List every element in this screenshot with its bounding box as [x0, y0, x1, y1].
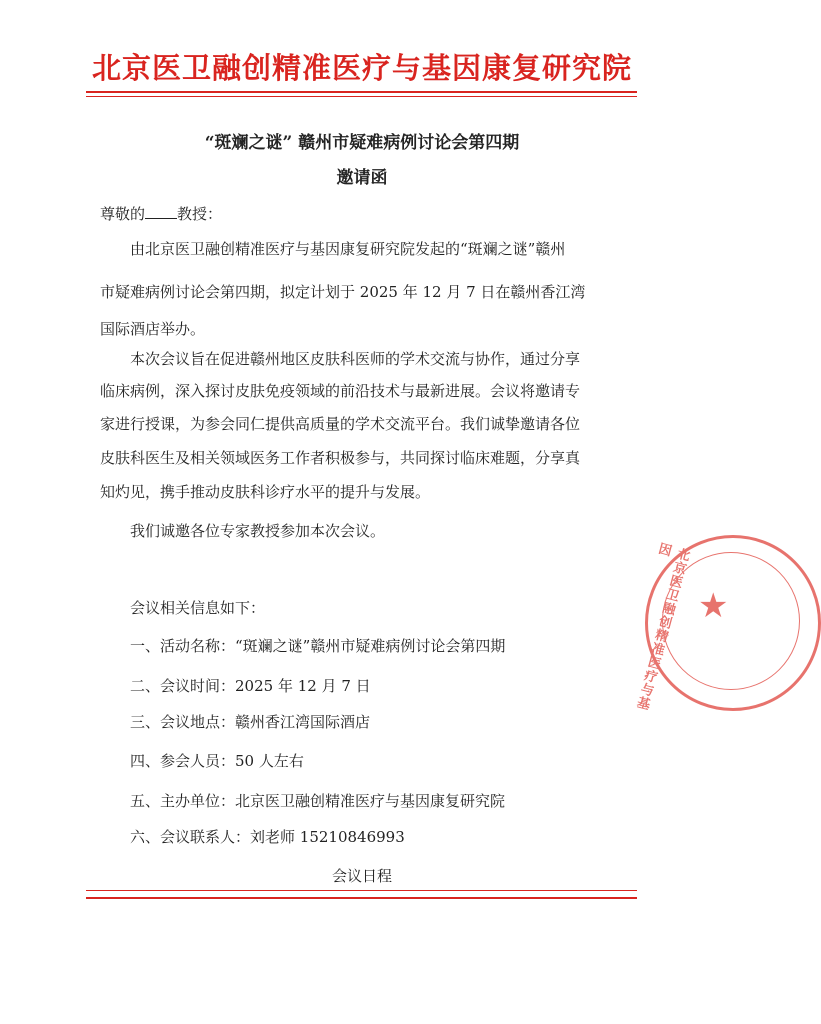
para2-line3: 家进行授课，为参会同仁提供高质量的学术交流平台。我们诚挚邀请各位 [100, 415, 581, 433]
institute-letterhead: 北京医卫融创精准医疗与基因康复研究院 [91, 51, 632, 85]
event-title: “斑斓之谜” 赣州市疑难病例讨论会第四期 [204, 133, 520, 153]
para1-line1: 由北京医卫融创精准医疗与基因康复研究院发起的“斑斓之谜”赣州 [100, 240, 566, 258]
info-heading: 会议相关信息如下： [100, 599, 266, 617]
info-item-1: 一、活动名称：“斑斓之谜”赣州市疑难病例讨论会第四期 [100, 637, 506, 655]
seal-star-icon: ★ [698, 586, 729, 626]
official-seal [632, 535, 821, 712]
info-item-3: 三、会议地点：赣州香江湾国际酒店 [100, 713, 371, 731]
schedule-heading: 会议日程 [331, 867, 392, 885]
para1-line3: 国际酒店举办。 [100, 320, 206, 338]
header-rule-thin [86, 96, 637, 97]
footer-rule-thick [86, 897, 637, 899]
header-rule-thick [86, 91, 637, 93]
info-item-2: 二、会议时间：2025 年 12 月 7 日 [100, 677, 371, 695]
para3-line1: 我们诚邀各位专家教授参加本次会议。 [100, 522, 386, 540]
para1-line2: 市疑难病例讨论会第四期，拟定计划于 2025 年 12 月 7 日在赣州香江湾 [100, 283, 586, 301]
info-item-4: 四、参会人员：50 人左右 [100, 752, 304, 770]
footer-rule-thin [86, 890, 637, 891]
info-item-5: 五、主办单位：北京医卫融创精准医疗与基因康复研究院 [100, 792, 506, 810]
salutation-suffix: 教授： [177, 205, 223, 223]
salutation-prefix: 尊敬的 [100, 205, 146, 223]
para2-line5: 知灼见，携手推动皮肤科诊疗水平的提升与发展。 [100, 483, 431, 501]
name-blank [145, 205, 177, 219]
letter-title: 邀请函 [336, 168, 388, 188]
para2-line1: 本次会议旨在促进赣州地区皮肤科医师的学术交流与协作，通过分享 [100, 350, 581, 368]
salutation [100, 203, 640, 224]
para2-line2: 临床病例，深入探讨皮肤免疫领域的前沿技术与最新进展。会议将邀请专 [100, 382, 581, 400]
info-item-6: 六、会议联系人：刘老师 15210846993 [100, 828, 405, 846]
para2-line4: 皮肤科医生及相关领域医务工作者积极参与，共同探讨临床难题，分享真 [100, 449, 581, 467]
seal-text: 北京医卫融创精准医疗与基因 [632, 540, 691, 712]
